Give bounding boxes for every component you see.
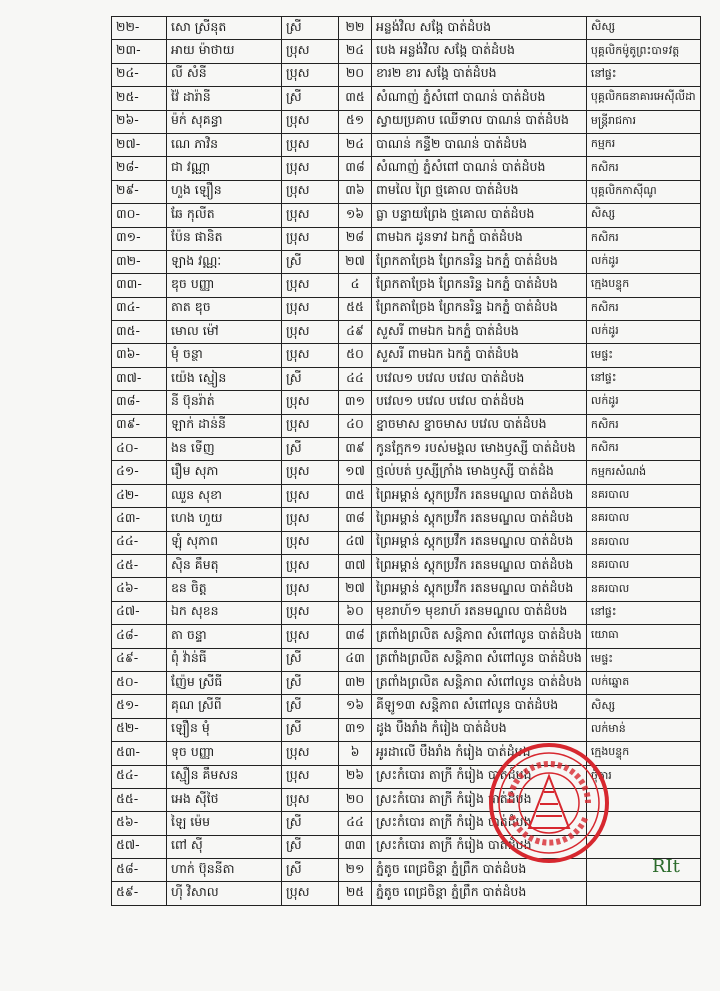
person-sex: ស្រី <box>282 250 339 273</box>
table-row <box>112 742 701 765</box>
person-occupation: នគរបាល <box>586 554 700 577</box>
row-number: ៤៥- <box>112 554 167 577</box>
person-occupation <box>586 882 700 905</box>
person-name: ញ៉ែម ស្រីធី <box>167 671 282 694</box>
person-sex: ស្រី <box>282 671 339 694</box>
person-address: ស្រះកំបោរ តាក្រី កំរៀង បាត់ដំបង <box>372 812 587 835</box>
person-occupation: នៅផ្ទះ <box>586 63 700 86</box>
table-row <box>112 227 701 250</box>
person-age: ៥០ <box>339 344 372 367</box>
person-occupation: លក់ដូរ <box>586 391 700 414</box>
person-occupation: សិស្ស <box>586 17 700 40</box>
person-address: គីឡូ១៣ សន្តិភាព សំពៅលូន បាត់ដំបង <box>372 695 587 718</box>
person-age: ៣៨ <box>339 508 372 531</box>
row-number: ៣១- <box>112 227 167 250</box>
person-occupation: ចុំការ <box>586 765 700 788</box>
person-sex: ស្រី <box>282 718 339 741</box>
row-number: ៣៤- <box>112 297 167 320</box>
person-occupation: កសិករ <box>586 414 700 437</box>
person-sex: ប្រុស <box>282 484 339 507</box>
person-age: ៣៨ <box>339 625 372 648</box>
person-occupation: កសិករ <box>586 438 700 461</box>
person-sex: ប្រុស <box>282 461 339 484</box>
person-age: ៥៥ <box>339 297 372 320</box>
person-sex: ប្រុស <box>282 204 339 227</box>
person-name: ទុច បញ្ញា <box>167 742 282 765</box>
person-age: ២៧ <box>339 250 372 273</box>
person-occupation: នគរបាល <box>586 484 700 507</box>
row-number: ៥១- <box>112 695 167 718</box>
person-age: ២៥ <box>339 882 372 905</box>
person-occupation: កសិករ <box>586 157 700 180</box>
person-occupation: នគរបាល <box>586 531 700 554</box>
table-row <box>112 40 701 63</box>
row-number: ៤៧- <box>112 601 167 624</box>
person-age: ៤៤ <box>339 812 372 835</box>
table-row <box>112 438 701 461</box>
person-age: ២៤ <box>339 40 372 63</box>
table-row <box>112 882 701 905</box>
table-row <box>112 835 701 858</box>
person-occupation: កសិករ <box>586 297 700 320</box>
person-name: ណេ ភាវិន <box>167 133 282 156</box>
person-age: ៣២ <box>339 671 372 694</box>
table-row <box>112 297 701 320</box>
person-occupation: សិស្ស <box>586 204 700 227</box>
person-occupation: លក់ឆ្នោត <box>586 671 700 694</box>
person-address: ស្រះកំបោរ តាក្រី កំរៀង បាត់ដំបង <box>372 765 587 788</box>
person-age: ៥១ <box>339 110 372 133</box>
person-occupation: មេផ្ទះ <box>586 648 700 671</box>
table-row <box>112 765 701 788</box>
row-number: ៥៩- <box>112 882 167 905</box>
person-address: ត្រពាំងព្រលិត សន្តិភាព សំពៅលូន បាត់ដំបង <box>372 671 587 694</box>
table-row <box>112 157 701 180</box>
person-name: ឈួន សុខា <box>167 484 282 507</box>
person-sex: ប្រុស <box>282 625 339 648</box>
row-number: ២៣- <box>112 40 167 63</box>
person-occupation: នៅផ្ទះ <box>586 367 700 390</box>
row-number: ៤២- <box>112 484 167 507</box>
person-occupation: លក់ដូរ <box>586 321 700 344</box>
person-address: ថ្មល់បត់ ឫស្សីក្រាំង មោងឫស្សី បាត់ដំង <box>372 461 587 484</box>
person-sex: ស្រី <box>282 367 339 390</box>
person-age: ៣៧ <box>339 554 372 577</box>
table-row <box>112 718 701 741</box>
person-name: យ៉េង ស្មៀន <box>167 367 282 390</box>
row-number: ៤៨- <box>112 625 167 648</box>
person-sex: ប្រុស <box>282 321 339 344</box>
person-sex: ប្រុស <box>282 391 339 414</box>
table-row <box>112 391 701 414</box>
row-number: ៤៣- <box>112 508 167 531</box>
person-age: ៤៣ <box>339 648 372 671</box>
person-address: សួសរី ពាមឯក ឯកភ្នំ បាត់ដំបង <box>372 321 587 344</box>
person-age: ១៦ <box>339 695 372 718</box>
person-name: អេង ស៊ីថៃ <box>167 788 282 811</box>
table-row <box>112 578 701 601</box>
person-age: ៣៦ <box>339 180 372 203</box>
person-address: ព្រៃអម្ពាន់ ស្តុកប្រវឹក រតនមណ្ឌល បាត់ដំបង <box>372 508 587 531</box>
handwritten-signature: RIt <box>652 856 680 877</box>
person-address: កូនក្អែក១ របស់មង្គល មោងឫស្សី បាត់ដំបង <box>372 438 587 461</box>
person-name: សោ ស្រីនុត <box>167 17 282 40</box>
person-name: ហ៊ី វិសាល <box>167 882 282 905</box>
person-address: ត្រពាំងព្រលិត សន្តិភាព សំពៅលូន បាត់ដំបង <box>372 648 587 671</box>
person-name: ឧន ចិត្ត <box>167 578 282 601</box>
row-number: ៥០- <box>112 671 167 694</box>
person-sex: ប្រុស <box>282 227 339 250</box>
table-row <box>112 133 701 156</box>
person-address: ព្រែកតាច្រែង ព្រែកនរិន្ទ ឯកភ្នំ បាត់ដំបង <box>372 297 587 320</box>
person-name: ជា វណ្ណា <box>167 157 282 180</box>
row-number: ២៨- <box>112 157 167 180</box>
table-row <box>112 414 701 437</box>
person-name: មុំ ចន្ថា <box>167 344 282 367</box>
person-occupation: នគរបាល <box>586 578 700 601</box>
table-row <box>112 110 701 133</box>
row-number: ៣០- <box>112 204 167 227</box>
row-number: ៣២- <box>112 250 167 273</box>
person-name: វ៉ៃ ដារ៉ានី <box>167 87 282 110</box>
person-sex: ប្រុស <box>282 742 339 765</box>
row-number: ២៦- <box>112 110 167 133</box>
person-name: ប៉ែន ផានិត <box>167 227 282 250</box>
person-age: ២០ <box>339 63 372 86</box>
person-name: ងន ទើញ <box>167 438 282 461</box>
person-name: ឡាក់ ដាន់នី <box>167 414 282 437</box>
person-name: ឡៃ ម៉េម <box>167 812 282 835</box>
row-number: ៣៧- <box>112 367 167 390</box>
person-sex: ប្រុស <box>282 63 339 86</box>
person-name: ស្មឿន គឹមសន <box>167 765 282 788</box>
table-row <box>112 625 701 648</box>
person-address: សួសរី ពាមឯក ឯកភ្នំ បាត់ដំបង <box>372 344 587 367</box>
row-number: ២២- <box>112 17 167 40</box>
person-occupation: សិស្ស <box>586 695 700 718</box>
person-name: លី សំនី <box>167 63 282 86</box>
person-age: ៣៣ <box>339 835 372 858</box>
row-number: ៤៤- <box>112 531 167 554</box>
person-age: ២០ <box>339 788 372 811</box>
person-name: រឿម សុភា <box>167 461 282 484</box>
person-address: ពាមឯក ដូនទាវ ឯកភ្នំ បាត់ដំបង <box>372 227 587 250</box>
person-address: ភ្នំតូច ពេជ្រចិន្តា ភ្នំព្រឹក បាត់ដំបង <box>372 859 587 882</box>
person-address: បាណន់ កន្ទឺ២ បាណន់ បាត់ដំបង <box>372 133 587 156</box>
person-occupation: យោធា <box>586 625 700 648</box>
person-age: ១៦ <box>339 204 372 227</box>
row-number: ៥៨- <box>112 859 167 882</box>
person-name: ហាក់ ប៊ុននីតា <box>167 859 282 882</box>
person-address: ព្រែកតាច្រែង ព្រែកនរិន្ទ ឯកភ្នំ បាត់ដំបង <box>372 250 587 273</box>
person-occupation: នគរបាល <box>586 508 700 531</box>
row-number: ៣៥- <box>112 321 167 344</box>
person-name: ឯក សុខន <box>167 601 282 624</box>
row-number: ៥៥- <box>112 788 167 811</box>
person-sex: ប្រុស <box>282 531 339 554</box>
person-occupation: លក់មាន់ <box>586 718 700 741</box>
person-occupation: ក្មេងបន្ទុក <box>586 274 700 297</box>
table-row <box>112 63 701 86</box>
person-occupation: បុគ្គលិកម៉ូតូព្រះបាទវត្ត <box>586 40 700 63</box>
person-sex: ប្រុស <box>282 508 339 531</box>
person-sex: ប្រុស <box>282 578 339 601</box>
person-name: ស៊ិន គឹមតុ <box>167 554 282 577</box>
person-address: ខារ២ ខារ សង្កែ បាត់ដំបង <box>372 63 587 86</box>
row-number: ២៥- <box>112 87 167 110</box>
table-row <box>112 508 701 531</box>
table-row <box>112 788 701 811</box>
person-occupation: ក្មេងបន្ទុក <box>586 742 700 765</box>
person-address: ព្រៃអម្ពាន់ ស្តុកប្រវឹក រតនមណ្ឌល បាត់ដំបង <box>372 484 587 507</box>
person-name: ពុំ វ៉ាន់ធី <box>167 648 282 671</box>
person-address: ព្រៃអម្ពាន់ ស្តុកប្រវឹក រតនមណ្ឌល បាត់ដំបង <box>372 554 587 577</box>
person-name: នី ប៊ុនរ៉ាត់ <box>167 391 282 414</box>
person-age: ៤ <box>339 274 372 297</box>
table-row <box>112 671 701 694</box>
row-number: ៤៩- <box>112 648 167 671</box>
row-number: ២៧- <box>112 133 167 156</box>
person-age: ៣១ <box>339 391 372 414</box>
person-age: ៤៩ <box>339 321 372 344</box>
person-occupation: បុគ្គលិកធនាគារអេស៊ីលីដា <box>586 87 700 110</box>
person-name: ឆែ កុលីត <box>167 204 282 227</box>
row-number: ៥៧- <box>112 835 167 858</box>
person-sex: ប្រុស <box>282 414 339 437</box>
table-row <box>112 321 701 344</box>
table-row <box>112 367 701 390</box>
person-name: ឡុំ សុភាព <box>167 531 282 554</box>
person-address: ស្វាយប្រគាប ឈើទាល បាណន់ បាត់ដំបង <box>372 110 587 133</box>
person-sex: ប្រុស <box>282 344 339 367</box>
person-address: ធ្លា បន្ទាយព្រែង ថ្មគោល បាត់ដំបង <box>372 204 587 227</box>
row-number: ៥៣- <box>112 742 167 765</box>
row-number: ៥២- <box>112 718 167 741</box>
person-age: ៤៧ <box>339 531 372 554</box>
person-address: ស្រះកំបោរ តាក្រី កំរៀង បាត់ដំបង <box>372 788 587 811</box>
person-age: ៣១ <box>339 718 372 741</box>
person-address: បវេល១ បវេល បវេល បាត់ដំបង <box>372 391 587 414</box>
person-name: គុណ ស្រីពី <box>167 695 282 718</box>
person-age: ២៦ <box>339 765 372 788</box>
person-age: ១៧ <box>339 461 372 484</box>
table-row <box>112 695 701 718</box>
person-address: ព្រៃអម្ពាន់ ស្តុកប្រវឹក រតនមណ្ឌល បាត់ដំបង <box>372 531 587 554</box>
person-address: ខ្នាចមាស ខ្នាចមាស បវេល បាត់ដំបង <box>372 414 587 437</box>
row-number: ៣៨- <box>112 391 167 414</box>
person-sex: ប្រុស <box>282 157 339 180</box>
person-age: ២២ <box>339 17 372 40</box>
person-address: ភ្នំតូច ពេជ្រចិន្តា ភ្នំព្រឹក បាត់ដំបង <box>372 882 587 905</box>
row-number: ៤១- <box>112 461 167 484</box>
person-occupation: លក់ដូរ <box>586 250 700 273</box>
person-name: ឌុច បញ្ញា <box>167 274 282 297</box>
table-body <box>112 17 701 906</box>
person-name: អាយ ម៉ាថាយ <box>167 40 282 63</box>
person-address: ស្រះកំបោរ តាក្រី កំរៀង បាត់ដំបង <box>372 835 587 858</box>
person-sex: ប្រុស <box>282 274 339 297</box>
person-sex: ប្រុស <box>282 554 339 577</box>
person-occupation: កម្មករសំណង់ <box>586 461 700 484</box>
person-sex: ប្រុស <box>282 788 339 811</box>
person-sex: ប្រុស <box>282 297 339 320</box>
person-age: ៣៥ <box>339 87 372 110</box>
person-age: ២១ <box>339 859 372 882</box>
patient-list-table <box>111 16 701 906</box>
table-row <box>112 554 701 577</box>
table-row <box>112 461 701 484</box>
table-row <box>112 17 701 40</box>
person-address: អូរដាលើ បឹងរាំង កំរៀង បាត់ដំបង <box>372 742 587 765</box>
person-address: ពាមលៃ ព្រៃ ថ្មគោល បាត់ដំបង <box>372 180 587 203</box>
row-number: ៤៦- <box>112 578 167 601</box>
person-sex: ស្រី <box>282 438 339 461</box>
person-age: ៤០ <box>339 414 372 437</box>
row-number: ៥៦- <box>112 812 167 835</box>
person-age: ៦ <box>339 742 372 765</box>
person-address: បេង អន្លង់វិល សង្កែ បាត់ដំបង <box>372 40 587 63</box>
person-address: មុខរាហ៍១ មុខរាហ៍ រតនមណ្ឌល បាត់ដំបង <box>372 601 587 624</box>
person-sex: ប្រុស <box>282 601 339 624</box>
person-occupation: នៅផ្ទះ <box>586 601 700 624</box>
person-occupation: កសិករ <box>586 227 700 250</box>
person-name: មោល ម៉ៅ <box>167 321 282 344</box>
person-address: អន្លង់វិល សង្កែ បាត់ដំបង <box>372 17 587 40</box>
person-sex: ប្រុស <box>282 180 339 203</box>
table-row <box>112 274 701 297</box>
person-name: ហួង ឡឿន <box>167 180 282 203</box>
person-name: ហេង ហួយ <box>167 508 282 531</box>
row-number: ២៤- <box>112 63 167 86</box>
table-row <box>112 812 701 835</box>
person-age: ២៤ <box>339 133 372 156</box>
person-age: ២៧ <box>339 578 372 601</box>
person-age: ៦០ <box>339 601 372 624</box>
person-sex: ស្រី <box>282 17 339 40</box>
person-occupation: បុគ្គលិកកាស៊ីណូ <box>586 180 700 203</box>
person-sex: ប្រុស <box>282 133 339 156</box>
person-address: ព្រៃអម្ពាន់ ស្តុកប្រវឹក រតនមណ្ឌល បាត់ដំបង <box>372 578 587 601</box>
person-sex: ស្រី <box>282 695 339 718</box>
person-address: ដូង បឹងរាំង កំរៀង បាត់ដំបង <box>372 718 587 741</box>
person-sex: ស្រី <box>282 648 339 671</box>
table-row <box>112 601 701 624</box>
table-row <box>112 180 701 203</box>
row-number: ២៩- <box>112 180 167 203</box>
person-sex: ស្រី <box>282 812 339 835</box>
table-row <box>112 531 701 554</box>
table-row <box>112 648 701 671</box>
person-age: ២៨ <box>339 227 372 250</box>
person-age: ៣៨ <box>339 157 372 180</box>
person-age: ៣៥ <box>339 484 372 507</box>
person-address: សំណាញ់ ភ្នំសំពៅ បាណន់ បាត់ដំបង <box>372 87 587 110</box>
person-sex: ស្រី <box>282 835 339 858</box>
person-name: តាត ឌុច <box>167 297 282 320</box>
person-address: ព្រែកតាច្រែង ព្រែកនរិន្ទ ឯកភ្នំ បាត់ដំបង <box>372 274 587 297</box>
row-number: ៤០- <box>112 438 167 461</box>
person-occupation: កម្មករ <box>586 133 700 156</box>
table-row <box>112 87 701 110</box>
person-age: ៤៤ <box>339 367 372 390</box>
person-sex: ប្រុស <box>282 882 339 905</box>
person-sex: ប្រុស <box>282 40 339 63</box>
row-number: ៥៤- <box>112 765 167 788</box>
person-name: ឡាង វណ្ណៈ <box>167 250 282 273</box>
person-name: តា ចន្ទា <box>167 625 282 648</box>
table-row <box>112 859 701 882</box>
person-occupation: មន្ត្រីរាជការ <box>586 110 700 133</box>
person-sex: ប្រុស <box>282 765 339 788</box>
person-sex: ស្រី <box>282 87 339 110</box>
person-address: ត្រពាំងព្រលិត សន្តិភាព សំពៅលូន បាត់ដំបង <box>372 625 587 648</box>
table-row <box>112 344 701 367</box>
person-address: បវេល១ បវេល បវេល បាត់ដំបង <box>372 367 587 390</box>
official-seal-stamp <box>488 738 611 868</box>
row-number: ៣៣- <box>112 274 167 297</box>
row-number: ៣៦- <box>112 344 167 367</box>
person-address: សំណាញ់ ភ្នំសំពៅ បាណន់ បាត់ដំបង <box>372 157 587 180</box>
person-name: ពៅ ស៊ី <box>167 835 282 858</box>
person-sex: ស្រី <box>282 859 339 882</box>
person-name: ឡឿន មុំ <box>167 718 282 741</box>
person-name: ម៉ក់ សុគន្ធា <box>167 110 282 133</box>
person-sex: ប្រុស <box>282 110 339 133</box>
row-number: ៣៩- <box>112 414 167 437</box>
table-row <box>112 204 701 227</box>
table-row <box>112 484 701 507</box>
person-age: ៣៩ <box>339 438 372 461</box>
table-row <box>112 250 701 273</box>
person-occupation: មេផ្ទះ <box>586 344 700 367</box>
